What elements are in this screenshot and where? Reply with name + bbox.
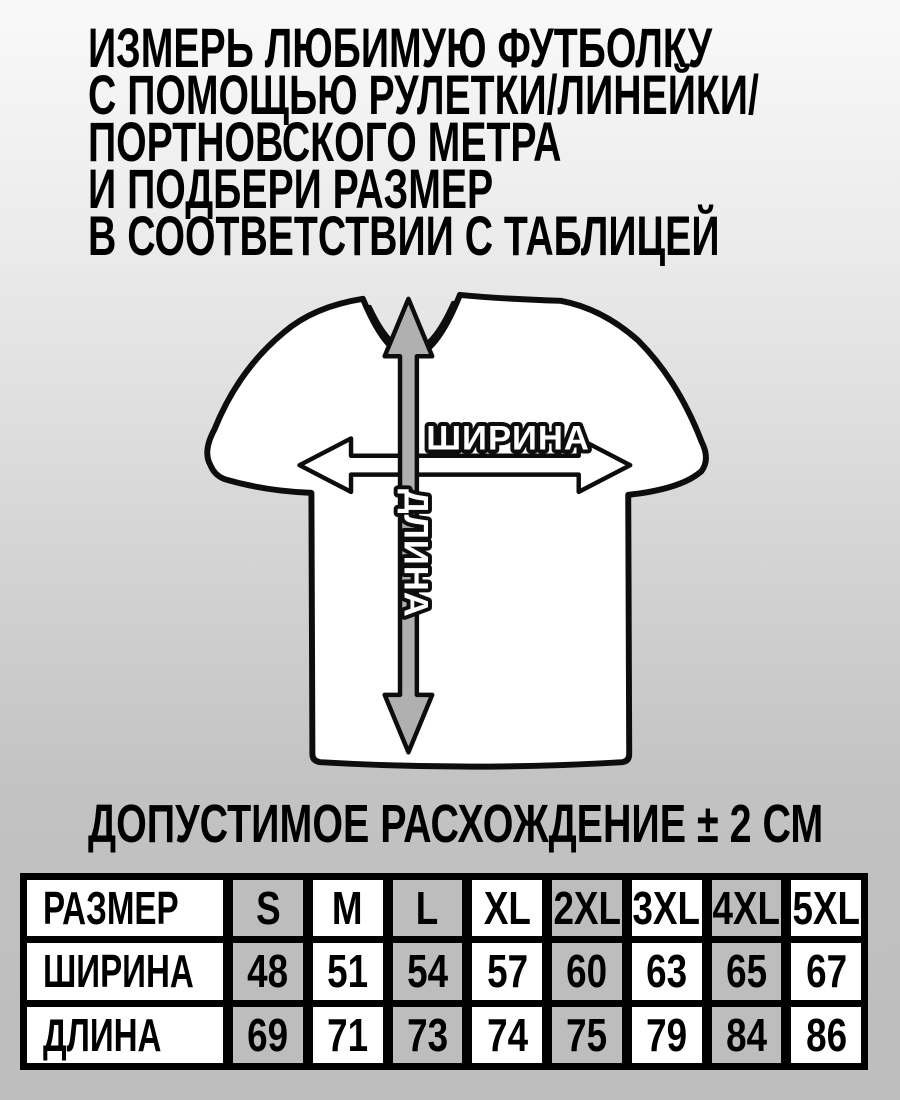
size-header-4xl: 4XL: [712, 880, 782, 936]
length-row-label: ДЛИНА: [27, 1007, 223, 1063]
width-value-4xl: 65: [712, 943, 782, 999]
instruction-line-2: С ПОМОЩЬЮ РУЛЕТКИ/ЛИНЕЙКИ/: [88, 63, 759, 126]
length-value-3xl: 79: [632, 1007, 702, 1063]
width-arrow-label: ШИРИНА: [426, 419, 590, 458]
size-header-xl: XL: [472, 880, 542, 936]
length-value-2xl: 75: [552, 1007, 622, 1063]
size-header-2xl: 2XL: [552, 880, 622, 936]
size-header-s: S: [233, 880, 303, 936]
length-value-l: 73: [393, 1007, 463, 1063]
length-value-xl: 74: [472, 1007, 542, 1063]
width-value-l: 54: [393, 943, 463, 999]
size-header-5xl: 5XL: [791, 880, 861, 936]
length-value-4xl: 84: [712, 1007, 782, 1063]
tshirt-measurement-diagram: [192, 285, 712, 780]
length-value-s: 69: [233, 1007, 303, 1063]
length-value-m: 71: [313, 1007, 383, 1063]
width-value-3xl: 63: [632, 943, 702, 999]
width-value-5xl: 67: [791, 943, 861, 999]
tolerance-note: ДОПУСТИМОЕ РАСХОЖДЕНИЕ ± 2 СМ: [88, 794, 824, 854]
size-table: [20, 873, 868, 1070]
size-header-3xl: 3XL: [632, 880, 702, 936]
instructions-block: [88, 16, 900, 267]
width-value-2xl: 60: [552, 943, 622, 999]
width-value-s: 48: [233, 943, 303, 999]
length-arrow-label: ДЛИНА: [396, 488, 435, 618]
size-table-corner-header: РАЗМЕР: [27, 880, 223, 936]
instruction-line-3: ПОРТНОВСКОГО МЕТРА: [88, 110, 562, 173]
size-header-l: L: [393, 880, 463, 936]
width-value-xl: 57: [472, 943, 542, 999]
instruction-line-5: В СООТВЕТСТВИИ С ТАБЛИЦЕЙ: [88, 204, 720, 267]
tshirt-outline: [207, 295, 706, 767]
length-value-5xl: 86: [791, 1007, 861, 1063]
tshirt-svg: [192, 285, 712, 780]
width-value-m: 51: [313, 943, 383, 999]
size-header-m: M: [313, 880, 383, 936]
instruction-line-4: И ПОДБЕРИ РАЗМЕР: [88, 157, 494, 220]
width-row-label: ШИРИНА: [27, 943, 223, 999]
instruction-line-1: ИЗМЕРЬ ЛЮБИМУЮ ФУТБОЛКУ: [88, 16, 713, 79]
